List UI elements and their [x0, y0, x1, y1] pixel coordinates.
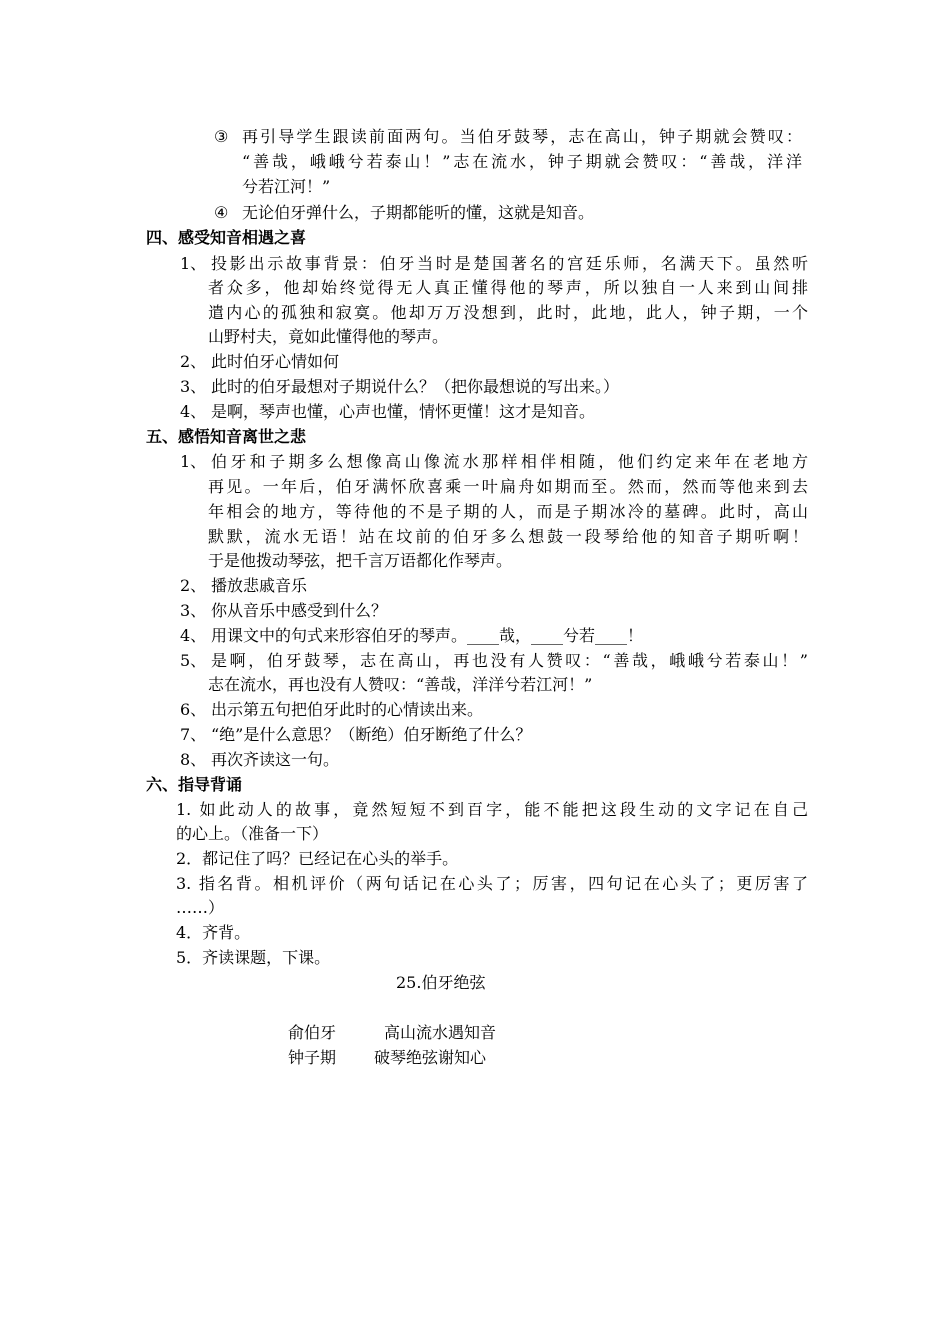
- paragraph-line: 者众多，他却始终觉得无人真正懂得他的琴声，所以独自一人来到山间排: [208, 278, 808, 297]
- list-number: 4、: [180, 626, 207, 645]
- section-heading: 五、感悟知音离世之悲: [146, 427, 307, 446]
- paragraph-line: 年相会的地方，等待他的不是子期的人，而是子期冰冷的墓碑。此时，高山: [208, 502, 808, 521]
- paragraph-line: 2．都记住了吗？已经记在心头的举手。: [176, 849, 459, 868]
- paragraph-line: 再引导学生跟读前面两句。当伯牙鼓琴，志在高山，钟子期就会赞叹：: [242, 127, 802, 146]
- board-name: 钟子期: [288, 1048, 337, 1067]
- paragraph-line: 伯牙和子期多么想像高山像流水那样相伴相随，他们约定来年在老地方: [211, 452, 808, 471]
- list-number: 1、: [180, 254, 207, 273]
- list-number: 5、: [180, 651, 207, 670]
- board-phrase: 破琴绝弦谢知心: [374, 1048, 487, 1067]
- paragraph-line: “绝”是什么意思？（断绝）伯牙断绝了什么？: [211, 725, 532, 744]
- paragraph-line: 兮若江河！”: [242, 177, 331, 196]
- paragraph-line: 用课文中的句式来形容伯牙的琴声。____哉，____兮若____！: [211, 626, 644, 645]
- paragraph-line: 此时伯牙心情如何: [211, 352, 340, 371]
- paragraph-line: 是啊，伯牙鼓琴，志在高山，再也没有人赞叹：“善哉，峨峨兮若泰山！”: [211, 651, 808, 670]
- item-marker: ④: [214, 203, 229, 222]
- list-number: 2、: [180, 576, 207, 595]
- paragraph-line: 出示第五句把伯牙此时的心情读出来。: [211, 700, 484, 719]
- paragraph-line: 的心上。（准备一下）: [176, 824, 329, 843]
- list-number: 2、: [180, 352, 207, 371]
- paragraph-line: 默默，流水无语！站在坟前的伯牙多么想鼓一段琴给他的知音子期听啊！: [208, 527, 808, 546]
- board-phrase: 高山流水遇知音: [384, 1023, 497, 1042]
- paragraph-line: 3. 指名背。相机评价（两句话记在心头了；厉害，四句记在心头了；更厉害了: [176, 874, 808, 893]
- section-heading: 四、感受知音相遇之喜: [146, 228, 307, 247]
- board-name: 俞伯牙: [288, 1023, 337, 1042]
- paragraph-line: 5．齐读课题，下课。: [176, 948, 331, 967]
- paragraph-line: 山野村夫，竟如此懂得他的琴声。: [208, 327, 449, 346]
- list-number: 3、: [180, 377, 207, 396]
- paragraph-line: ……）: [176, 898, 225, 917]
- item-marker: ③: [214, 127, 229, 146]
- paragraph-line: “善哉，峨峨兮若泰山！”志在流水，钟子期就会赞叹：“善哉，洋洋: [242, 152, 802, 171]
- paragraph-line: 此时的伯牙最想对子期说什么？（把你最想说的写出来。）: [211, 377, 620, 396]
- paragraph-line: 4．齐背。: [176, 923, 251, 942]
- paragraph-line: 于是他拨动琴弦，把千言万语都化作琴声。: [208, 551, 513, 570]
- list-number: 8、: [180, 750, 207, 769]
- list-number: 3、: [180, 601, 207, 620]
- list-number: 1、: [180, 452, 207, 471]
- section-heading: 六、指导背诵: [146, 775, 243, 794]
- paragraph-line: 1. 如此动人的故事，竟然短短不到百字，能不能把这段生动的文字记在自己: [176, 800, 808, 819]
- paragraph-line: 无论伯牙弹什么，子期都能听的懂，这就是知音。: [242, 203, 595, 222]
- paragraph-line: 遣内心的孤独和寂寞。他却万万没想到，此时，此地，此人，钟子期，一个: [208, 303, 808, 322]
- paragraph-line: 投影出示故事背景：伯牙当时是楚国著名的宫廷乐师，名满天下。虽然听: [211, 254, 808, 273]
- paragraph-line: 再见。一年后，伯牙满怀欣喜乘一叶扁舟如期而至。然而，然而等他来到去: [208, 477, 808, 496]
- list-number: 4、: [180, 402, 207, 421]
- paragraph-line: 是啊，琴声也懂，心声也懂，情怀更懂！这才是知音。: [211, 402, 596, 421]
- paragraph-line: 你从音乐中感受到什么？: [211, 601, 388, 620]
- paragraph-line: 播放悲戚音乐: [211, 576, 308, 595]
- list-number: 7、: [180, 725, 207, 744]
- paragraph-line: 再次齐读这一句。: [211, 750, 340, 769]
- list-number: 6、: [180, 700, 207, 719]
- paragraph-line: 志在流水，再也没有人赞叹：“善哉，洋洋兮若江河！”: [208, 675, 593, 694]
- board-title: 25.伯牙绝弦: [396, 973, 486, 992]
